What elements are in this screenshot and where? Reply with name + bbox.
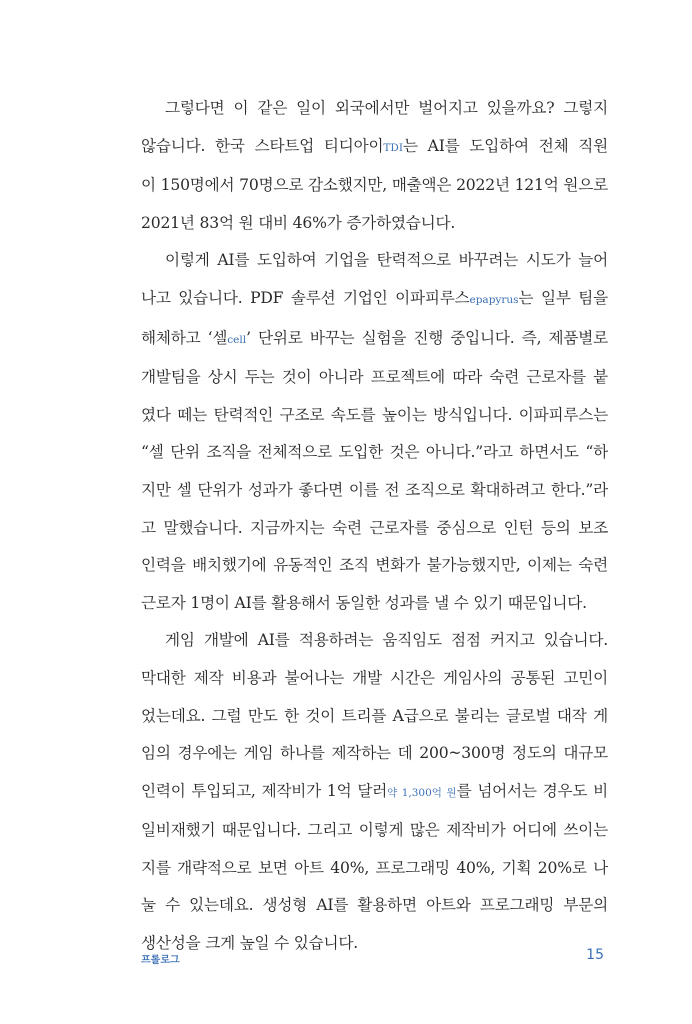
- text-run: 막대한 제작 비용과 불어나는 개발 시간은 게임사의 공통된 고민이: [141, 668, 608, 687]
- text-line: [141, 925, 608, 963]
- text-run: 눌 수 있는데요. 생성형 AI를 활용하면 아트와 프로그래밍 부문의: [141, 896, 608, 915]
- text-run: 인력을 배치했기에 유동적인 조직 변화가 불가능했지만, 이제는 숙련: [141, 556, 608, 575]
- text-run: 나고 있습니다. PDF 솔루션 기업인 이파피루스: [141, 288, 470, 307]
- gloss-annotation: 약 1,300억 원: [387, 786, 457, 799]
- text-run: 생산성을 크게 높일 수 있습니다.: [141, 934, 359, 953]
- text-line: [141, 320, 608, 360]
- text-run: 지를 개략적으로 보면 아트 40%, 프로그래밍 40%, 기획 20%로 나: [141, 858, 608, 877]
- text-line: [141, 205, 608, 243]
- text-run: 일비재했기 때문입니다. 그리고 이렇게 많은 제작비가 어디에 쓰이는: [141, 821, 608, 840]
- text-line: [141, 812, 608, 850]
- text-line: [141, 128, 608, 168]
- text-run: 2021년 83억 원 대비 46%가 증가하였습니다.: [141, 213, 456, 232]
- text-run: 그렇다면 이 같은 일이 외국에서만 벌어지고 있을까요? 그렇지: [165, 99, 608, 117]
- paragraph: [141, 90, 608, 242]
- text-run: “셀 단위 조직을 전체적으로 도입한 것은 아니다.”라고 하면서도 “하: [141, 443, 608, 462]
- text-line: [141, 585, 608, 623]
- paragraph: [141, 622, 608, 962]
- text-run: 지만 셀 단위가 성과가 좋다면 이를 전 조직으로 확대하려고 한다.”라: [141, 480, 608, 499]
- text-run: 개발팀을 상시 두는 것이 아니라 프로젝트에 따라 숙련 근로자를 붙: [141, 368, 608, 387]
- gloss-annotation: epapyrus: [469, 293, 519, 306]
- text-run: 는 AI를 도입하여 전체 직원: [402, 136, 609, 155]
- text-line: [141, 850, 608, 888]
- text-line: [141, 397, 608, 435]
- gloss-annotation: TDI: [383, 141, 403, 154]
- text-line: [141, 622, 608, 660]
- text-line: [141, 510, 608, 548]
- text-run: 않습니다. 한국 스타트업 티디아이: [141, 136, 384, 155]
- text-line: [141, 472, 608, 510]
- text-line: [141, 90, 608, 128]
- text-run: 이렇게 AI를 도입하여 기업을 탄력적으로 바꾸려는 시도가 늘어: [165, 251, 608, 270]
- text-line: [141, 735, 608, 773]
- text-run: 었는데요. 그럴 만도 한 것이 트리플 A급으로 불리는 글로벌 대작 게: [141, 706, 608, 725]
- gloss-annotation: cell: [227, 333, 247, 346]
- text-line: [141, 359, 608, 397]
- text-run: 근로자 1명이 AI를 활용해서 동일한 성과를 낼 수 있기 때문입니다.: [141, 593, 587, 612]
- text-run: 고 말했습니다. 지금까지는 숙련 근로자를 중심으로 인턴 등의 보조: [141, 518, 608, 537]
- page-number: 15: [586, 947, 604, 963]
- text-run: 는 일부 팀을: [518, 288, 608, 307]
- running-footer-title: 프롤로그: [141, 955, 180, 966]
- text-line: [141, 242, 608, 280]
- text-run: 게임 개발에 AI를 적용하려는 움직임도 점점 커지고 있습니다.: [165, 631, 608, 650]
- text-line: [141, 280, 608, 320]
- text-run: 해체하고 ‘셀: [141, 328, 228, 347]
- text-line: [141, 167, 608, 205]
- text-run: 였다 떼는 탄력적인 구조로 속도를 높이는 방식입니다. 이파피루스는: [141, 405, 608, 424]
- text-run: ’ 단위로 바꾸는 실험을 진행 중입니다. 즉, 제품별로: [246, 328, 608, 347]
- text-line: [141, 660, 608, 698]
- text-line: [141, 698, 608, 736]
- text-run: 이 150명에서 70명으로 감소했지만, 매출액은 2022년 121억 원으로: [141, 176, 608, 195]
- body-text: [141, 90, 608, 963]
- text-line: [141, 547, 608, 585]
- text-line: [141, 773, 608, 813]
- paragraph: [141, 242, 608, 622]
- text-run: 임의 경우에는 게임 하나를 제작하는 데 200~300명 정도의 대규모: [141, 744, 608, 763]
- text-run: 를 넘어서는 경우도 비: [456, 781, 608, 800]
- text-line: [141, 887, 608, 925]
- text-line: [141, 434, 608, 472]
- text-run: 인력이 투입되고, 제작비가 1억 달러: [141, 781, 388, 800]
